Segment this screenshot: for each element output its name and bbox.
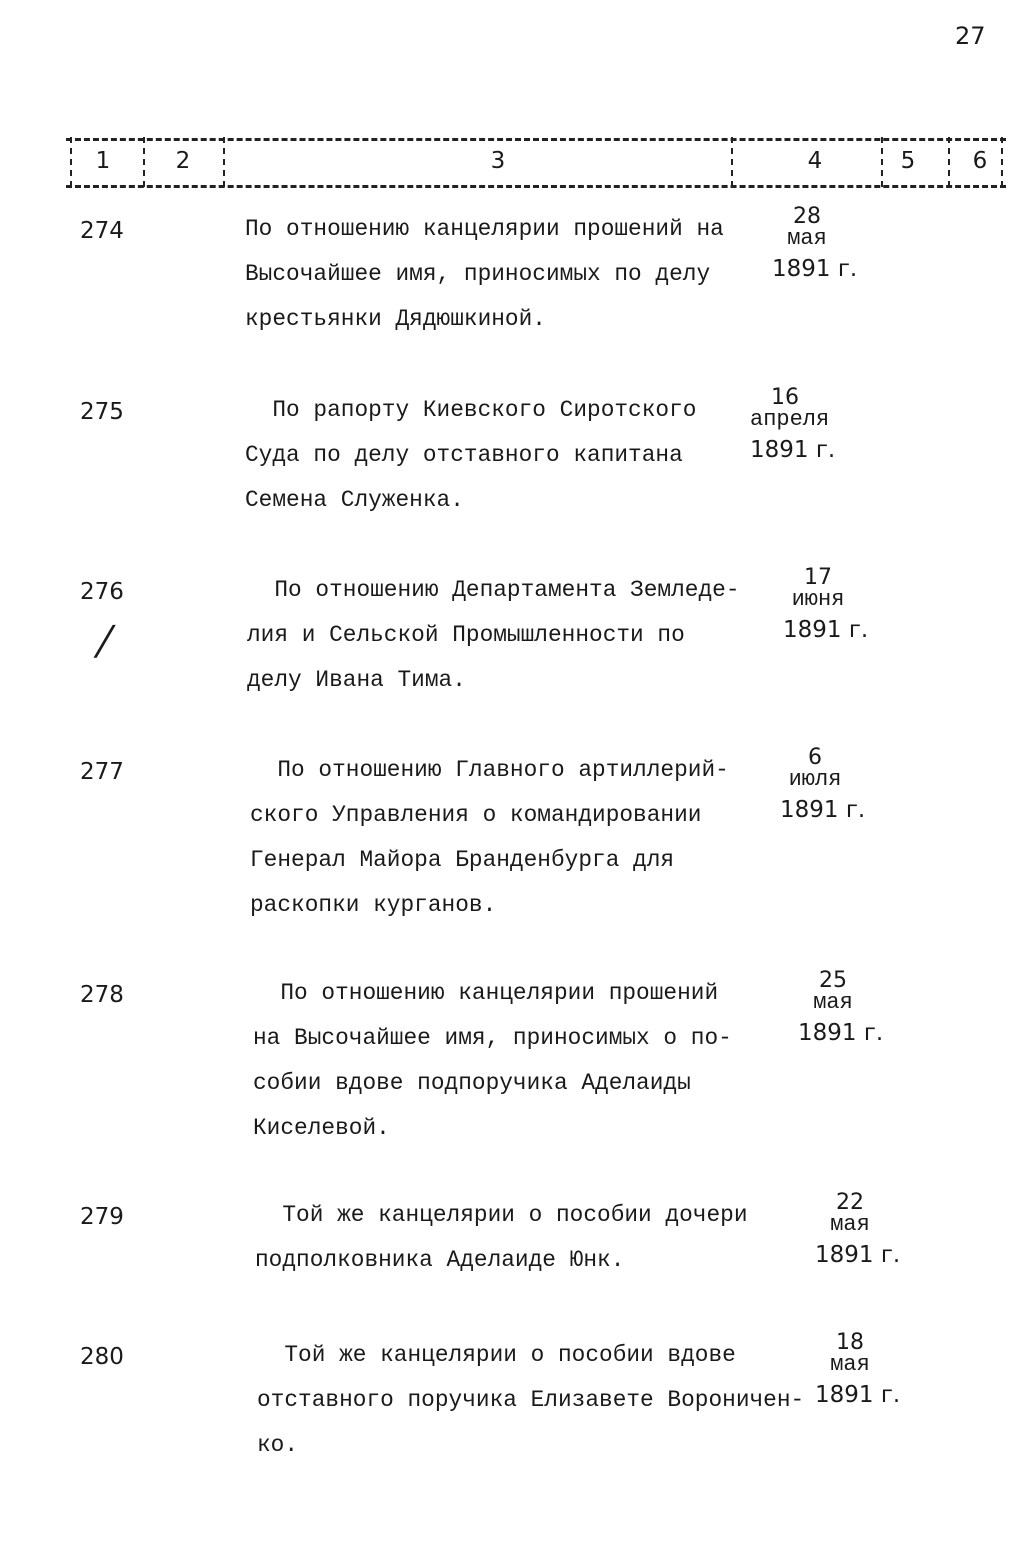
date-year: 1891 г. — [780, 797, 866, 823]
entry-number: 274 — [80, 218, 124, 244]
entry-description — [245, 395, 696, 530]
description-line: Киселевой. — [253, 1115, 390, 1141]
description-line: По рапорту Киевского Сиротского — [245, 397, 697, 423]
description-line: ского Управления о командировании — [250, 802, 702, 828]
entry-date — [815, 1332, 945, 1408]
column-header-1: 1 — [95, 148, 111, 174]
column-header-5: 5 — [900, 148, 916, 174]
description-line: на Высочайшее имя, приносимых о по- — [253, 1025, 732, 1051]
column-divider — [143, 137, 145, 187]
column-header-4: 4 — [807, 148, 823, 174]
description-line: раскопки курганов. — [250, 892, 497, 918]
column-header-2: 2 — [175, 148, 191, 174]
date-year: 1891 г. — [815, 1242, 901, 1268]
date-day: 17 — [804, 565, 832, 590]
description-line: Той же канцелярии о пособии дочери — [255, 1202, 748, 1228]
date-day: 25 — [819, 968, 847, 993]
column-divider — [948, 137, 950, 187]
entry-description — [257, 1340, 804, 1475]
description-line: делу Ивана Тима. — [247, 667, 466, 693]
date-month: мая — [830, 1212, 870, 1237]
date-year: 1891 г. — [815, 1382, 901, 1408]
column-header-3: 3 — [490, 148, 506, 174]
entry-description — [247, 575, 740, 710]
description-line: По отношению Департамента Земледе- — [247, 577, 740, 603]
date-month: июля — [788, 767, 842, 792]
description-line: Суда по делу отставного капитана — [245, 442, 683, 468]
entry-description — [250, 755, 729, 935]
description-line: отставного поручика Елизавете Вороничен- — [257, 1387, 805, 1413]
entry-number: 279 — [80, 1204, 124, 1230]
entry-number: 277 — [80, 759, 124, 785]
date-year: 1891 г. — [750, 437, 836, 463]
description-line: подполковника Аделаиде Юнк. — [255, 1247, 625, 1273]
table-header — [66, 138, 1006, 188]
date-month: мая — [813, 990, 853, 1015]
date-day: 22 — [836, 1190, 864, 1215]
date-month: апреля — [750, 407, 830, 432]
entry-number: 276 — [80, 579, 124, 605]
entry-date — [772, 206, 902, 282]
column-divider — [223, 137, 225, 187]
entry-description — [253, 978, 732, 1158]
entry-date — [780, 747, 910, 823]
date-day: 16 — [771, 385, 799, 410]
date-day: 28 — [793, 204, 821, 229]
date-day: 18 — [836, 1330, 864, 1355]
page-number: 27 — [955, 22, 986, 50]
date-year: 1891 г. — [783, 617, 869, 643]
date-day: 6 — [808, 745, 822, 770]
column-divider — [1001, 137, 1003, 187]
description-line: По отношению канцелярии прошений — [253, 980, 719, 1006]
description-line: Высочайшее имя, приносимых по делу — [245, 261, 711, 287]
column-divider — [70, 137, 72, 187]
description-line: Генерал Майора Бранденбурга для — [250, 847, 675, 873]
column-divider — [731, 137, 733, 187]
description-line: собии вдове подпоручика Аделаиды — [253, 1070, 691, 1096]
description-line: Семена Служенка. — [245, 487, 464, 513]
description-line: лия и Сельской Промышленности по — [247, 622, 685, 648]
date-year: 1891 г. — [772, 256, 858, 282]
description-line: ко. — [257, 1432, 299, 1458]
entry-description — [255, 1200, 748, 1290]
handwritten-mark: / — [91, 618, 118, 664]
column-header-6: 6 — [972, 148, 988, 174]
entry-date — [815, 1192, 945, 1268]
date-month: мая — [787, 226, 827, 251]
entry-date — [750, 387, 880, 463]
description-line: По отношению Главного артиллерий- — [250, 757, 729, 783]
date-year: 1891 г. — [798, 1020, 884, 1046]
description-line: По отношению канцелярии прошений на — [245, 216, 724, 242]
entry-number: 280 — [80, 1344, 124, 1370]
description-line: крестьянки Дядюшкиной. — [245, 306, 546, 332]
description-line: Той же канцелярии о пособии вдове — [257, 1342, 736, 1368]
date-month: мая — [830, 1352, 870, 1377]
entry-description — [245, 214, 724, 349]
column-divider — [881, 137, 883, 187]
entry-date — [798, 970, 928, 1046]
entry-number: 275 — [80, 399, 124, 425]
entry-number: 278 — [80, 982, 124, 1008]
entry-date — [783, 567, 913, 643]
date-month: июня — [791, 587, 845, 612]
